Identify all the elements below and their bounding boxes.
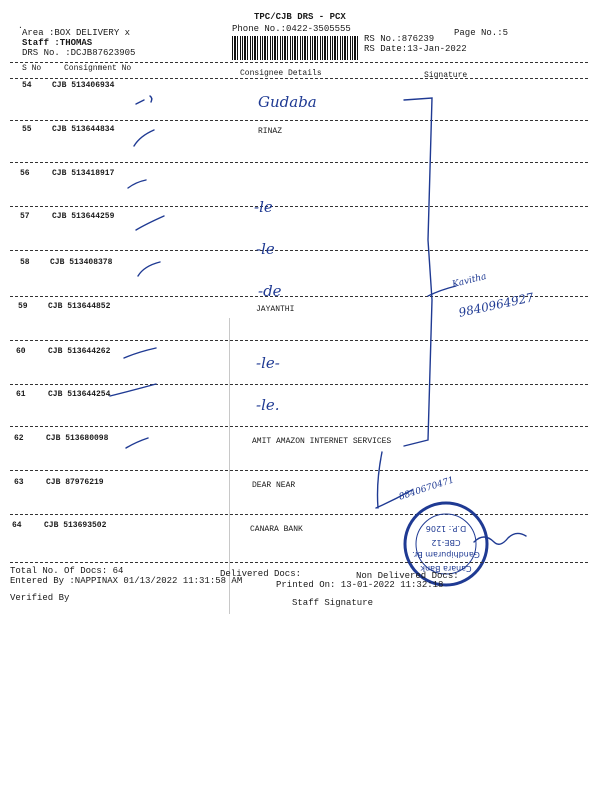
handwritten-mark: -le xyxy=(254,198,273,216)
drs-number: DRS No. :DCJB87623905 xyxy=(22,48,136,58)
row-sno: 57 xyxy=(20,212,30,221)
row-consignee: RINAZ xyxy=(258,127,283,136)
entered-by: Entered By :NAPPINAX 01/13/2022 11:31:58 AM xyxy=(10,576,243,586)
handwritten-recipient: Kavitha xyxy=(451,271,488,291)
signature-stroke xyxy=(138,262,160,276)
row-sno: 63 xyxy=(14,478,24,487)
verified-by: Verified By xyxy=(10,593,70,603)
row-sno: 58 xyxy=(20,258,30,267)
area-label: Area :BOX DELIVERY x xyxy=(22,28,131,38)
row-sno: 64 xyxy=(12,521,22,530)
page-title: TPC/CJB DRS - PCX xyxy=(254,12,346,22)
row-consignment: CJB 513644254 xyxy=(48,390,111,399)
stamp-bank-name: Canara Bank xyxy=(420,564,472,573)
column-header-consignee: Consignee Details xyxy=(240,69,322,78)
dot-mark: . xyxy=(18,22,23,31)
divider xyxy=(10,562,588,563)
printed-on: Printed On: 13-01-2022 11:32:18 xyxy=(276,580,444,590)
row-consignment: CJB 513644834 xyxy=(52,125,115,134)
handwritten-mark: -le. xyxy=(256,396,280,414)
phone-number: Phone No.:0422-3505555 xyxy=(232,24,351,34)
row-sno: 62 xyxy=(14,434,24,443)
stamp-branch: Gandhipuram Br. xyxy=(412,550,480,559)
row-consignment: CJB 513406934 xyxy=(52,81,115,90)
row-consignment: CJB 513418917 xyxy=(52,169,115,178)
bracket-stroke xyxy=(404,98,432,446)
row-sno: 59 xyxy=(18,302,28,311)
handwritten-phone: 8840670471 xyxy=(397,475,456,503)
delivered-docs: Delivered Docs: xyxy=(220,569,302,579)
rs-number: RS No.:876239 xyxy=(364,34,435,44)
staff-label: Staff :THOMAS xyxy=(22,38,93,48)
signature-stroke xyxy=(126,438,148,448)
row-consignment: CJB 87976219 xyxy=(46,478,104,487)
handwritten-name: Gudaba xyxy=(258,93,317,111)
column-header-sno: S No xyxy=(22,64,42,73)
row-consignee: JAYANTHI xyxy=(256,305,295,314)
row-consignment: CJB 513644852 xyxy=(48,302,111,311)
stamp-code: CBE-12 xyxy=(431,538,461,547)
rs-date: RS Date:13-Jan-2022 xyxy=(364,44,467,54)
row-sno: 61 xyxy=(16,390,26,399)
row-sno: 55 xyxy=(22,125,32,134)
signature-stroke xyxy=(110,384,156,396)
row-sno: 60 xyxy=(16,347,26,356)
page-number: Page No.:5 xyxy=(454,28,509,38)
signature-stroke xyxy=(124,348,156,358)
handwritten-mark: -de xyxy=(258,282,282,300)
non-delivered-docs: Non Delivered Docs: xyxy=(356,571,459,581)
signature-stroke xyxy=(136,216,164,230)
staff-signature: Staff Signature xyxy=(292,598,374,608)
row-consignee: DEAR NEAR xyxy=(252,481,296,490)
row-consignment: CJB 513680098 xyxy=(46,434,109,443)
signature-stroke xyxy=(136,96,152,104)
row-sno: 56 xyxy=(20,169,30,178)
signature-stroke xyxy=(134,130,154,146)
handwritten-mark: -le xyxy=(256,240,275,258)
total-docs: Total No. Of Docs: 64 xyxy=(10,566,124,576)
stamp-dp-number: D.P.: 1206 xyxy=(425,524,467,533)
row-consignment: CJB 513408378 xyxy=(50,258,113,267)
column-header-consignment: Consignment No xyxy=(64,64,132,73)
row-sno: 54 xyxy=(22,81,32,90)
row-consignee: AMIT AMAZON INTERNET SERVICES xyxy=(252,437,392,446)
handwritten-phone: 9840964927 xyxy=(457,290,535,320)
row-consignee: CANARA BANK xyxy=(250,525,303,534)
pointer-stroke xyxy=(428,286,456,296)
row-consignment: CJB 513693502 xyxy=(44,521,107,530)
signature-stroke xyxy=(128,180,146,188)
handwritten-mark: -le- xyxy=(256,354,280,372)
row-consignment: CJB 513644262 xyxy=(48,347,111,356)
column-header-signature: Signature xyxy=(424,71,468,80)
row-consignment: CJB 513644259 xyxy=(52,212,115,221)
